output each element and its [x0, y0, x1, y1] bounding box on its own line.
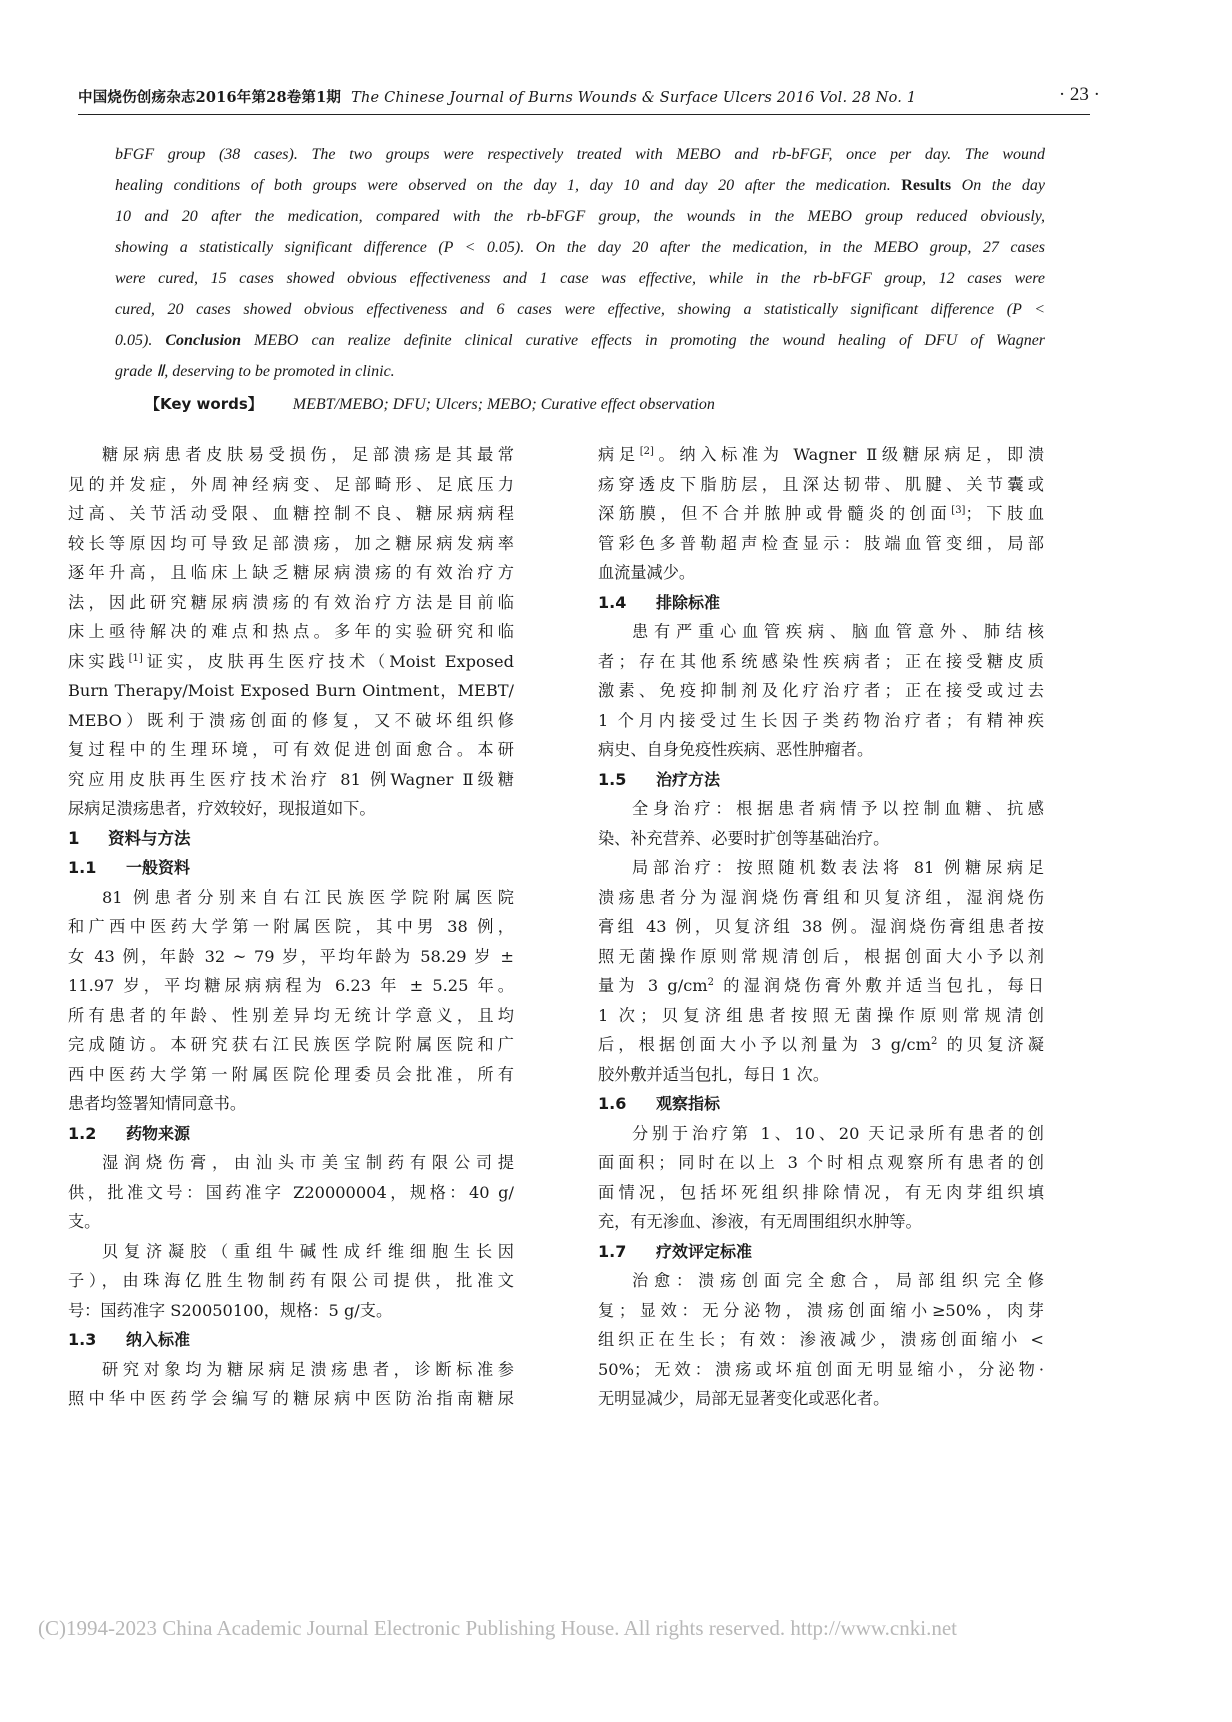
body-line: 和广西中医药大学第一附属医院，其中男 38 例，: [68, 917, 514, 936]
body-line: 染、补充营养、必要时扩创等基础治疗。: [598, 828, 890, 848]
section-heading: 1 资料与方法: [68, 828, 191, 848]
left-column: [68, 440, 514, 1414]
abstract-line: cured, 20 cases showed obvious effectiveness and 6 cases were effective, showing a statistically significant difference (P <: [115, 301, 1045, 318]
body-line: 81 例患者分别来自右江民族医学院附属医院: [102, 887, 514, 907]
abstract-continuation: [115, 139, 1045, 420]
body-line: 患有严重心血管疾病、脑血管意外、肺结核: [632, 622, 1044, 641]
body-line: 病史、自身免疫性疾病、恶性肿瘤者。: [598, 740, 874, 759]
body-line: 面情况，包括坏死组织排除情况，有无肉芽组织填: [598, 1182, 1044, 1202]
body-line: 湿润烧伤膏，由汕头市美宝制药有限公司提: [102, 1153, 514, 1172]
body-line: 照中华中医药学会编写的糖尿病中医防治指南糖尿: [68, 1389, 514, 1408]
body-line: 量为 3 $g/cm^2$ 的湿润烧伤膏外敷并适当包扎，每日: [598, 976, 1044, 995]
body-line: 尿病足溃疡患者，疗效较好，现报道如下。: [68, 799, 376, 818]
body-line: 1 个月内接受过生长因子类药物治疗者；有精神疾: [598, 710, 1044, 730]
body-line: 面面积；同时在以上 3 个时相点观察所有患者的创: [598, 1153, 1044, 1172]
body-line: 逐年升高，且临床上缺乏糖尿病溃疡的有效治疗方: [68, 563, 514, 582]
subsection-heading: 1.2 药物来源: [68, 1123, 191, 1143]
body-line: 膏组 43 例，贝复济组 38 例。湿润烧伤膏组患者按: [598, 917, 1044, 936]
body-line: 复；显效：无分泌物，溃疡创面缩小≥50%，肉芽: [598, 1300, 1044, 1320]
body-line: 复过程中的生理环境，可有效促进创面愈合。本研: [68, 740, 514, 759]
body-line: 充，有无渗血、渗液，有无周围组织水肿等。: [598, 1212, 922, 1231]
body-line: 床上亟待解决的难点和热点。多年的实验研究和临: [68, 622, 514, 641]
subsection-heading: 1.6 观察指标: [598, 1094, 721, 1113]
citation-ref: [2]: [639, 446, 654, 457]
abstract-line: 10 and 20 after the medication, compared with the rb-bFGF group, the wounds in the MEBO group reduced obviously,: [115, 208, 1045, 225]
abstract-line: showing a statistically significant difference (P < 0.05). On the day 20 after the medication, in the MEBO group, 27 cases: [115, 239, 1045, 256]
body-line: 组织正在生长；有效：渗液减少，溃疡创面缩小 <: [598, 1330, 1044, 1349]
body-line: 较长等原因均可导致足部溃疡，加之糖尿病发病率: [68, 533, 514, 553]
body-line: 1 次；贝复济组患者按照无菌操作原则常规清创: [598, 1005, 1044, 1025]
subsection-heading: 1.3 纳入标准: [68, 1330, 191, 1349]
right-column: [598, 440, 1044, 1414]
body-line: 11.97 岁，平均糖尿病病程为 6.23 年 ± 5.25 年。: [68, 976, 514, 995]
body-line: 胶外敷并适当包扎，每日 1 次。: [598, 1064, 830, 1084]
keywords-label: 【Key words】: [145, 395, 263, 413]
body-line: 激素、免疫抑制剂及化疗治疗者；正在接受或过去: [598, 681, 1044, 700]
citation-ref: [3]: [951, 505, 966, 516]
body-line: 溃疡患者分为湿润烧伤膏组和贝复济组，湿润烧伤: [598, 887, 1044, 907]
journal-citation: [78, 86, 916, 107]
body-line: 局部治疗：按照随机数表法将 81 例糖尿病足: [632, 858, 1044, 877]
body-line: 究应用皮肤再生医疗技术治疗 81 例Wagner Ⅱ级糖: [68, 769, 514, 789]
body-line: 糖尿病患者皮肤易受损伤，足部溃疡是其最常: [102, 445, 514, 464]
body-line: 无明显减少，局部无显著变化或恶化者。: [598, 1389, 890, 1408]
body-line: 过高、关节活动受限、血糖控制不良、糖尿病病程: [68, 504, 514, 523]
copyright-footer: (C)1994-2023 China Academic Journal Electronic Publishing House. All rights reserved. http://www.cnki.net: [38, 1616, 957, 1640]
body-line: 研究对象均为糖尿病足溃疡患者，诊断标准参: [102, 1359, 514, 1379]
journal-title-en: The Chinese Journal of Burns Wounds & Surface Ulcers 2016 Vol. 28 No. 1: [351, 90, 917, 106]
abstract-line: grade Ⅱ, deserving to be promoted in clinic.: [115, 363, 395, 380]
body-line: 所有患者的年龄、性别差异均无统计学意义，且均: [68, 1005, 514, 1025]
body-line: 法，因此研究糖尿病溃疡的有效治疗方法是目前临: [68, 592, 514, 612]
body-line: 见的并发症，外周神经病变、足部畸形、足底压力: [68, 474, 514, 494]
body-line: 血流量减少。: [598, 563, 696, 582]
body-line: 全身治疗：根据患者病情予以控制血糖、抗感: [632, 799, 1044, 818]
journal-title-cn: 中国烧伤创疡杂志2016年第28卷第1期: [78, 89, 342, 106]
subsection-heading: 1.4 排除标准: [598, 592, 721, 612]
abstract-line: bFGF group (38 cases). The two groups were respectively treated with MEBO and rb-bFGF, once per day. The wound: [115, 146, 1045, 163]
body-line: 供，批准文号：国药准字 Z20000004，规格：40 g/: [68, 1182, 514, 1202]
keywords: [115, 389, 1045, 420]
body-line: 子），由珠海亿胜生物制药有限公司提供，批准文: [68, 1271, 514, 1290]
body-line: 号：国药准字 S20050100，规格：5 g/支。: [68, 1300, 393, 1320]
body-line: 患者均签署知情同意书。: [68, 1094, 247, 1113]
body-line: 者；存在其他系统感染性疾病者；正在接受糖皮质: [598, 651, 1044, 671]
body-line: 管彩色多普勒超声检查显示：肢端血管变细，局部: [598, 533, 1044, 553]
keywords-list: MEBT/MEBO; DFU; Ulcers; MEBO; Curative effect observation: [292, 396, 715, 413]
body-line: 病足[2]。纳入标准为 Wagner Ⅱ级糖尿病足，即溃: [598, 445, 1045, 464]
body-line: 贝复济凝胶（重组牛碱性成纤维细胞生长因: [102, 1241, 514, 1261]
body-line: 疡穿透皮下脂肪层，且深达韧带、肌腱、关节囊或: [598, 474, 1044, 494]
running-header: [78, 84, 1100, 116]
body-line: 后，根据创面大小予以剂量为 3 $g/cm^2$ 的贝复济凝: [598, 1035, 1044, 1054]
subsection-heading: 1.5 治疗方法: [598, 769, 721, 789]
subsection-heading: 1.7 疗效评定标准: [598, 1241, 753, 1261]
abstract-line: healing conditions of both groups were observed on the day 1, day 10 and day 20 after the medication. Results On the day: [115, 177, 1046, 194]
body-line: 女 43 例，年龄 32 ~ 79 岁，平均年龄为 58.29 岁 ±: [68, 946, 514, 966]
body-line: Burn Therapy/Moist Exposed Burn Ointment，MEBT/: [68, 681, 514, 700]
body-line: 完成随访。本研究获右江民族医学院附属医院和广: [68, 1035, 514, 1054]
body-line: 床实践[1]证实，皮肤再生医疗技术（Moist Exposed: [68, 651, 514, 671]
body-line: 治愈：溃疡创面完全愈合，局部组织完全修: [632, 1271, 1044, 1290]
body-line: MEBO）既利于溃疡创面的修复，又不破坏组织修: [68, 710, 514, 730]
body-line: 50%；无效：溃疡或坏疽创面无明显缩小，分泌物·: [598, 1359, 1044, 1379]
body-line: 支。: [68, 1212, 101, 1231]
results-label: Results: [901, 177, 952, 194]
body-line: 分别于治疗第 1、10、20 天记录所有患者的创: [632, 1123, 1044, 1143]
page-number: · 23 ·: [1058, 84, 1100, 105]
abstract-line: were cured, 15 cases showed obvious effectiveness and 1 case was effective, while in the rb-bFGF group, 12 cases were: [115, 270, 1045, 287]
header-divider: [78, 114, 1090, 115]
conclusion-label: Conclusion: [165, 332, 241, 349]
body-line: 深筋膜，但不合并脓肿或骨髓炎的创面[3]；下肢血: [598, 504, 1045, 523]
abstract-line: 0.05). Conclusion MEBO can realize definite clinical curative effects in promoting the wound healing of DFU of Wagner: [115, 332, 1046, 349]
subsection-heading: 1.1 一般资料: [68, 858, 191, 877]
citation-ref: [1]: [128, 652, 143, 664]
body-line: 西中医药大学第一附属医院伦理委员会批准，所有: [68, 1064, 514, 1084]
body-line: 照无菌操作原则常规清创后，根据创面大小予以剂: [598, 946, 1044, 966]
